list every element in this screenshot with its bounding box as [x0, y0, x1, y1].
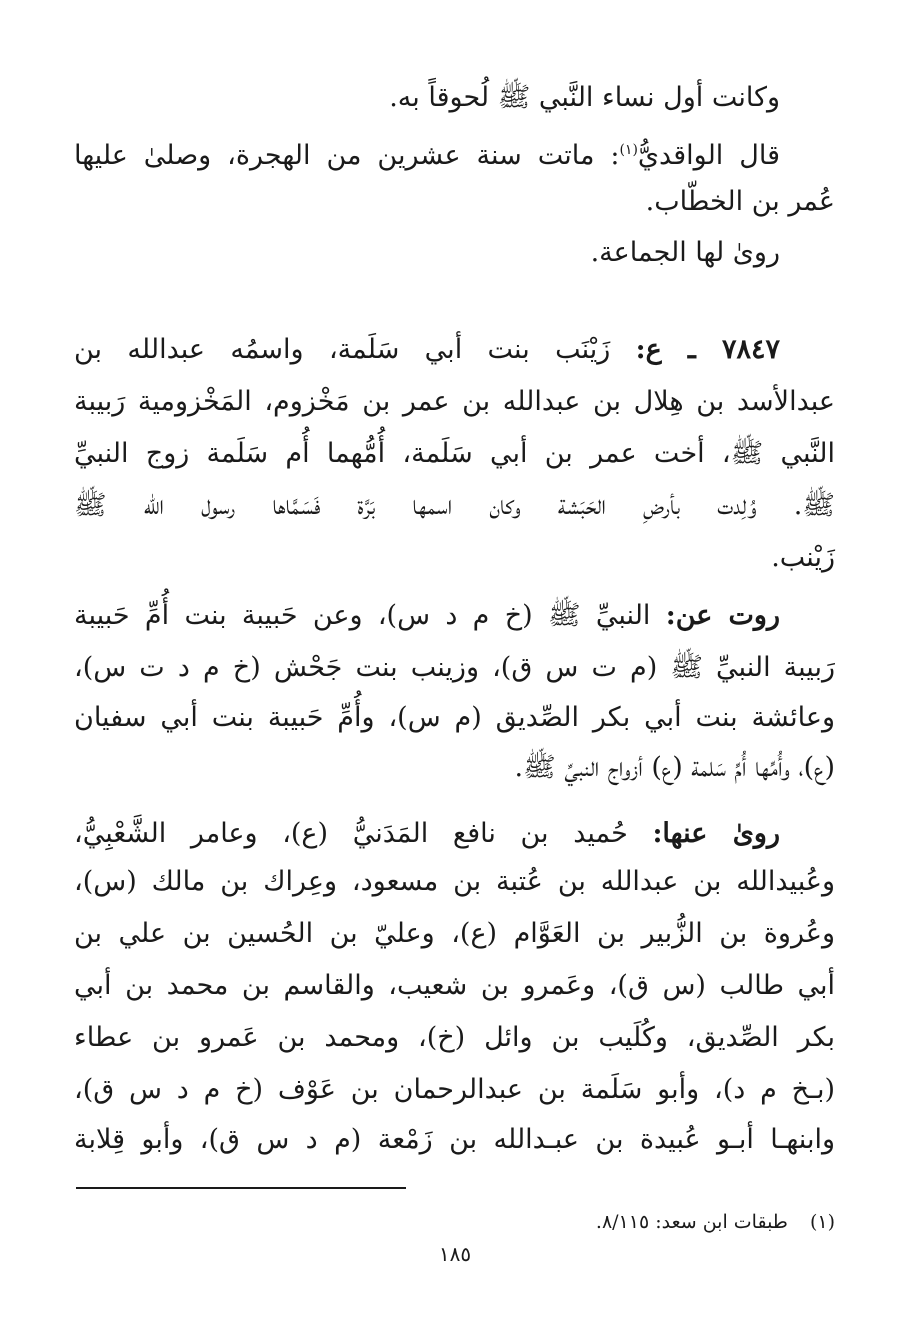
text-line: أبي طالب (س ق)، وعَمرو بن شعيب، والقاسم بن محمد بن أبي: [74, 970, 835, 1001]
text-fragment: حُميد بن نافع المَدَنيُّ (ع)، وعامر الشَّعْبِيُّ،: [74, 818, 653, 849]
text-line: عبدالأسد بن هِلال بن عبدالله بن عمر بن مَخْزوم، المَخْزومية رَبيبة: [74, 386, 835, 417]
section-heading-line: [74, 596, 780, 636]
footnote-marker: (١): [619, 142, 638, 158]
section-lead: رویٰ عنها:: [652, 818, 780, 849]
text-fragment: قال الواقديُّ: [637, 140, 781, 171]
text-line: (ع)، وأُمِّها أُمِّ سَلمة (ع) أزواج النبيِّ ﷺ.: [514, 752, 835, 783]
section-lead: روت عن:: [665, 600, 780, 631]
page-number: ١٨٥: [438, 1242, 472, 1266]
footnote: [596, 1208, 835, 1236]
text-line: بكر الصِّديق، وكُلَيب بن وائل (خ)، ومحمد بن عَمرو بن عطاء: [74, 1022, 835, 1053]
text-line: عُمر بن الخطّاب.: [645, 186, 835, 217]
text-line: زَيْنب.: [771, 542, 835, 573]
text-line: وكانت أول نساء النَّبي ﷺ لُحوقاً به.: [389, 82, 780, 113]
section-heading-line: [74, 814, 780, 854]
entry-heading-line: [74, 330, 780, 370]
text-line: النَّبي ﷺ، أخت عمر بن أبي سَلَمة، أُمُّهما أُم سَلَمة زوج النبيِّ: [74, 438, 835, 469]
footnote-divider: [76, 1187, 406, 1189]
text-line: وعُروة بن الزُّبير بن العَوَّام (ع)، وعليّ بن الحُسين بن علي بن: [74, 918, 835, 949]
text-line: [74, 130, 780, 176]
text-line: رویٰ لها الجماعة.: [590, 237, 780, 268]
text-line: (بـخ م د)، وأبو سَلَمة بن عبدالرحمان بن عَوْف (خ م د س ق)،: [74, 1074, 835, 1105]
text-line: وعائشة بنت أبي بكر الصِّديق (م س)، وأُمِّ حَبيبة بنت أبي سفيان: [74, 702, 835, 733]
text-fragment: : ماتت سنة عشرين من الهجرة، وصلىٰ عليها: [74, 140, 620, 171]
text-line: وابنهـا أبـو عُبيدة بن عبـدالله بن زَمْعة (م د س ق)، وأبو قِلابة: [74, 1124, 835, 1155]
text-line: وعُبيدالله بن عبدالله بن عُتبة بن مسعود، وعِراك بن مالك (س)،: [74, 866, 835, 897]
text-fragment: زَيْنَب بنت أبي سَلَمة، واسمُه عبدالله بن: [74, 334, 636, 365]
text-fragment: النبيِّ ﷺ (خ م د س)، وعن حَبيبة بنت أُمِّ حَبيبة: [74, 600, 666, 631]
footnote-text: طبقات ابن سعد: ٨/١١٥.: [595, 1211, 788, 1233]
footnote-number: (١): [809, 1211, 835, 1233]
text-line: ﷺ. وُلِدت بأرضِ الحَبَشة وكان اسمها بَرَّة فَسَمَّاها رسول الله ﷺ: [74, 490, 835, 521]
text-line: رَبيبة النبيِّ ﷺ (م ت س ق)، وزينب بنت جَحْش (خ م د ت س)،: [74, 652, 835, 683]
entry-number: ٧٨٤٧ ـ ع:: [635, 334, 781, 365]
